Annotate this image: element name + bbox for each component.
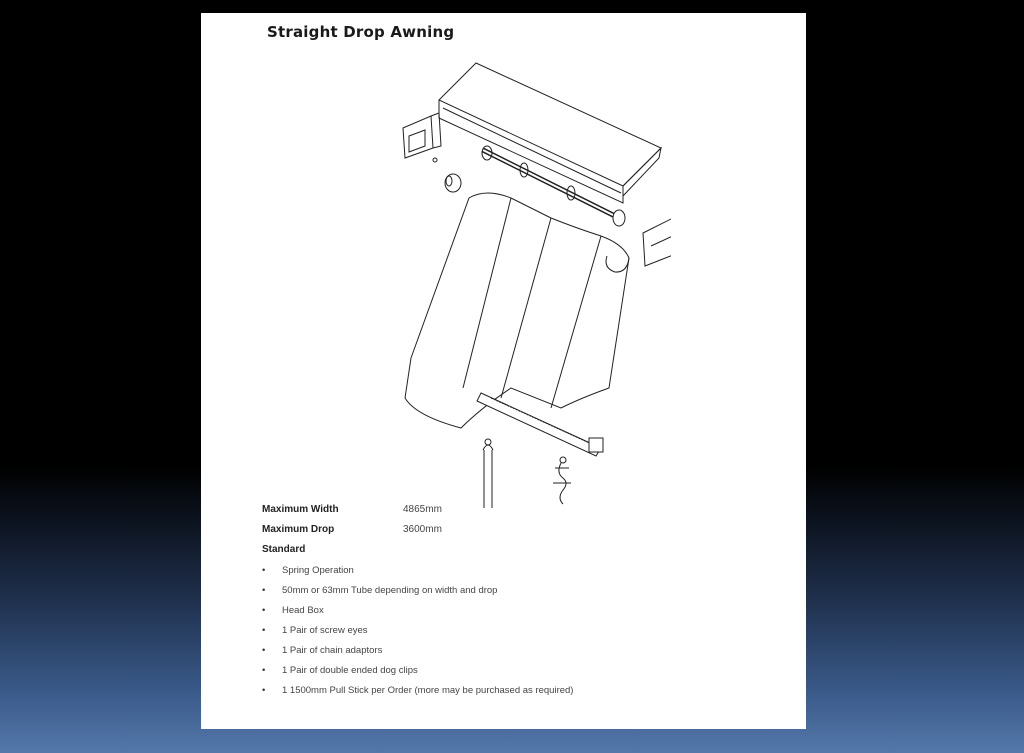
right-end-bracket-illustration (643, 210, 671, 266)
left-end-bracket-illustration (403, 113, 441, 162)
list-item (262, 661, 573, 681)
spec-value: 4865mm (403, 504, 442, 515)
list-item-text: 50mm or 63mm Tube depending on width and drop (282, 585, 498, 596)
standard-items-list (262, 561, 573, 701)
dog-clip-illustration (553, 457, 571, 504)
document-title: Straight Drop Awning (267, 23, 455, 41)
list-item (262, 581, 573, 601)
spec-row-max-drop (262, 524, 442, 535)
list-item-text: 1 Pair of screw eyes (282, 625, 368, 636)
bottom-rail-illustration (477, 393, 603, 456)
list-item (262, 621, 573, 641)
list-item-text: 1 Pair of double ended dog clips (282, 665, 418, 676)
pull-stick-illustration (483, 439, 493, 508)
bullet: • (262, 665, 266, 676)
bullet: • (262, 645, 266, 656)
list-item (262, 641, 573, 661)
standard-heading: Standard (262, 544, 306, 555)
bullet: • (262, 685, 266, 696)
list-item (262, 561, 573, 581)
list-item (262, 681, 573, 701)
spec-label: Maximum Drop (262, 524, 335, 535)
spec-value: 3600mm (403, 524, 442, 535)
spec-label: Maximum Width (262, 504, 339, 515)
spec-row-max-width (262, 504, 442, 515)
bullet: • (262, 585, 266, 596)
bullet: • (262, 605, 266, 616)
list-item-text: 1 Pair of chain adaptors (282, 645, 383, 656)
list-item-text: Head Box (282, 605, 324, 616)
list-item-text: Spring Operation (282, 565, 354, 576)
document-page (201, 13, 806, 729)
bullet: • (262, 565, 266, 576)
list-item (262, 601, 573, 621)
list-item-text: 1 1500mm Pull Stick per Order (more may be purchased as required) (282, 685, 574, 696)
bullet: • (262, 625, 266, 636)
awning-exploded-diagram (391, 58, 671, 508)
awning-fabric-illustration (405, 193, 629, 428)
